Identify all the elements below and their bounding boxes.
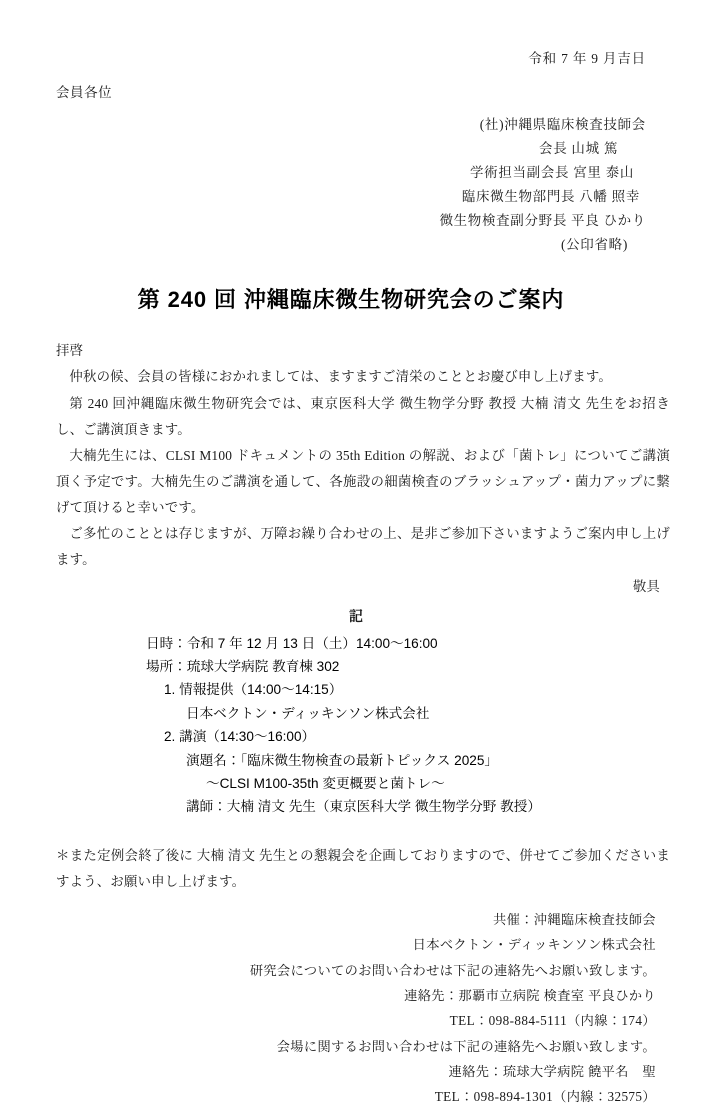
cosponsor-company: 日本ベクトン・ディッキンソン株式会社 — [412, 937, 656, 953]
contact-footer — [56, 907, 670, 1110]
page-title: 第 240 回 沖縄臨床微生物研究会のご案内 — [137, 287, 565, 313]
officer-vice-president: 学術担当副会長 宮里 泰山 — [469, 165, 634, 181]
officer-president: 会長 山城 篤 — [539, 141, 618, 157]
officer-division-head: 臨床微生物部門長 八幡 照幸 — [461, 189, 640, 205]
event-datetime: 日時：令和 7 年 12 月 13 日（土）14:00〜16:00 — [146, 635, 438, 651]
addressee: 会員各位 — [56, 84, 113, 100]
note-text: ＊また定例会終了後に 大楠 清文 先生との懇親会を企画しておりますので、併せてご参加くださいますよう、お願い申し上げます。 — [56, 847, 670, 889]
program-item-sponsor-company: 日本ベクトン・ディッキンソン株式会社 — [186, 705, 430, 721]
body-paragraph-4: ご多忙のこととは存じますが、万障お繰り合わせの上、是非ご参加下さいますようご案内申し上げます。 — [56, 526, 670, 568]
program-item-lecture: 2. 講演（14:30〜16:00） — [164, 729, 316, 745]
inquiry-venue-label: 会場に関するお問い合わせは下記の連絡先へお願い致します。 — [276, 1038, 656, 1054]
body-paragraph-3: 大楠先生には、CLSI M100 ドキュメントの 35th Edition の解説、および「菌トレ」についてご講演頂く予定です。大楠先生のご講演を通して、各施設の細菌検査のブラッシュアップ・菌力アップに繋げて頂けると幸いです。 — [56, 447, 670, 516]
body-text — [56, 338, 670, 599]
closing-word: 敬具 — [632, 578, 660, 594]
program-item-info-session: 1. 情報提供（14:00〜14:15） — [164, 682, 343, 698]
ki-marker: 記 — [349, 607, 363, 624]
contact-meeting: 連絡先：那覇市立病院 検査室 平良ひかり — [404, 988, 656, 1003]
inquiry-meeting-label: 研究会についてのお問い合わせは下記の連絡先へお願い致します。 — [249, 962, 656, 978]
contact-venue-tel: TEL：098-894-1301（内線：32575） — [434, 1089, 656, 1105]
officer-deputy-head: 微生物検査副分野長 平良 ひかり — [439, 213, 646, 229]
issue-date: 令和 7 年 9 月吉日 — [528, 51, 646, 66]
cosponsor-line: 共催：沖縄臨床検査技師会 — [492, 911, 656, 927]
social-gathering-note — [56, 843, 670, 895]
body-paragraph-1: 仲秋の候、会員の皆様におかれましては、ますますご清栄のこととお慶び申し上げます。 — [69, 369, 612, 385]
contact-venue: 連絡先：琉球大学病院 饒平名 聖 — [448, 1064, 656, 1080]
lecture-subtitle: 〜CLSI M100-35th 変更概要と菌トレ〜 — [206, 775, 445, 791]
body-paragraph-2: 第 240 回沖縄臨床微生物研究会では、東京医科大学 微生物学分野 教授 大楠 清文 先生をお招きし、ご講演頂きます。 — [56, 395, 670, 437]
lecturer-name: 講師：大楠 清文 先生（東京医科大学 微生物学分野 教授） — [186, 799, 541, 815]
sender-block — [56, 113, 670, 257]
event-venue: 場所：琉球大学病院 教育棟 302 — [146, 659, 340, 675]
sender-organization: (社)沖縄県臨床検査技師会 — [479, 117, 646, 133]
salutation: 拝啓 — [56, 343, 84, 359]
event-details — [56, 632, 670, 819]
contact-meeting-tel: TEL：098-884-5111（内線：174） — [449, 1013, 656, 1029]
seal-omitted-note: (公印省略) — [560, 237, 628, 253]
lecture-title: 演題名：「臨床微生物検査の最新トピックス 2025」 — [186, 752, 499, 768]
